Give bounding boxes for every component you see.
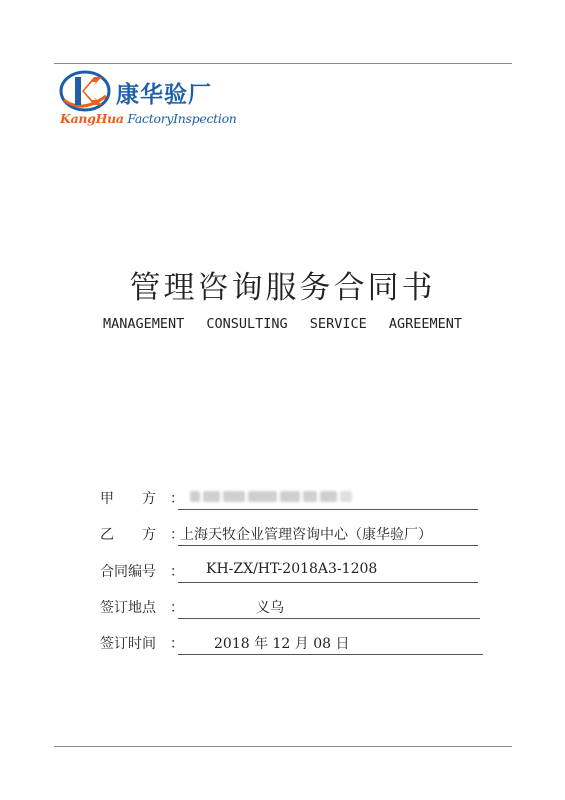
kh-logo-icon <box>58 70 114 112</box>
field-sign-place <box>100 597 485 619</box>
logo-name-en <box>60 111 237 126</box>
field-contract-no <box>100 561 485 583</box>
party-b-label: 乙 方 <box>100 527 156 543</box>
contract-no-label: 合同编号 <box>100 564 156 580</box>
sign-place-colon: ： <box>170 600 184 616</box>
header-rule <box>54 63 512 64</box>
contract-no-value: KH-ZX/HT-2018A3-1208 <box>206 561 378 577</box>
field-party-b <box>100 524 485 546</box>
document-title-en: MANAGEMENT CONSULTING SERVICE AGREEMENT <box>103 316 462 332</box>
sign-date-colon: ： <box>170 636 184 652</box>
party-a-colon: ： <box>170 491 184 507</box>
contract-no-underline <box>178 582 478 583</box>
logo-name-en-prefix: KangHua <box>60 111 124 126</box>
company-logo <box>58 70 237 130</box>
party-a-underline <box>178 509 478 510</box>
logo-name-cn: 康华验厂 <box>116 82 212 108</box>
sign-date-value: 2018 年 12 月 08 日 <box>214 636 350 652</box>
footer-rule <box>54 746 512 747</box>
sign-place-value: 义乌 <box>256 600 284 616</box>
contract-no-colon: ： <box>170 564 184 580</box>
sign-place-label: 签订地点 <box>100 600 156 616</box>
redacted-party-a-name <box>190 489 352 503</box>
sign-date-underline <box>178 654 483 655</box>
field-sign-date <box>100 633 485 655</box>
sign-date-label: 签订时间 <box>100 636 156 652</box>
logo-name-en-suffix: FactoryInspection <box>123 111 237 126</box>
party-a-label: 甲 方 <box>100 491 156 507</box>
party-b-value: 上海天牧企业管理咨询中心（康华验厂） <box>180 527 432 543</box>
sign-place-underline <box>178 618 480 619</box>
party-b-underline <box>178 545 478 546</box>
party-b-colon: ： <box>170 527 184 543</box>
document-title-cn: 管理咨询服务合同书 <box>129 270 436 306</box>
